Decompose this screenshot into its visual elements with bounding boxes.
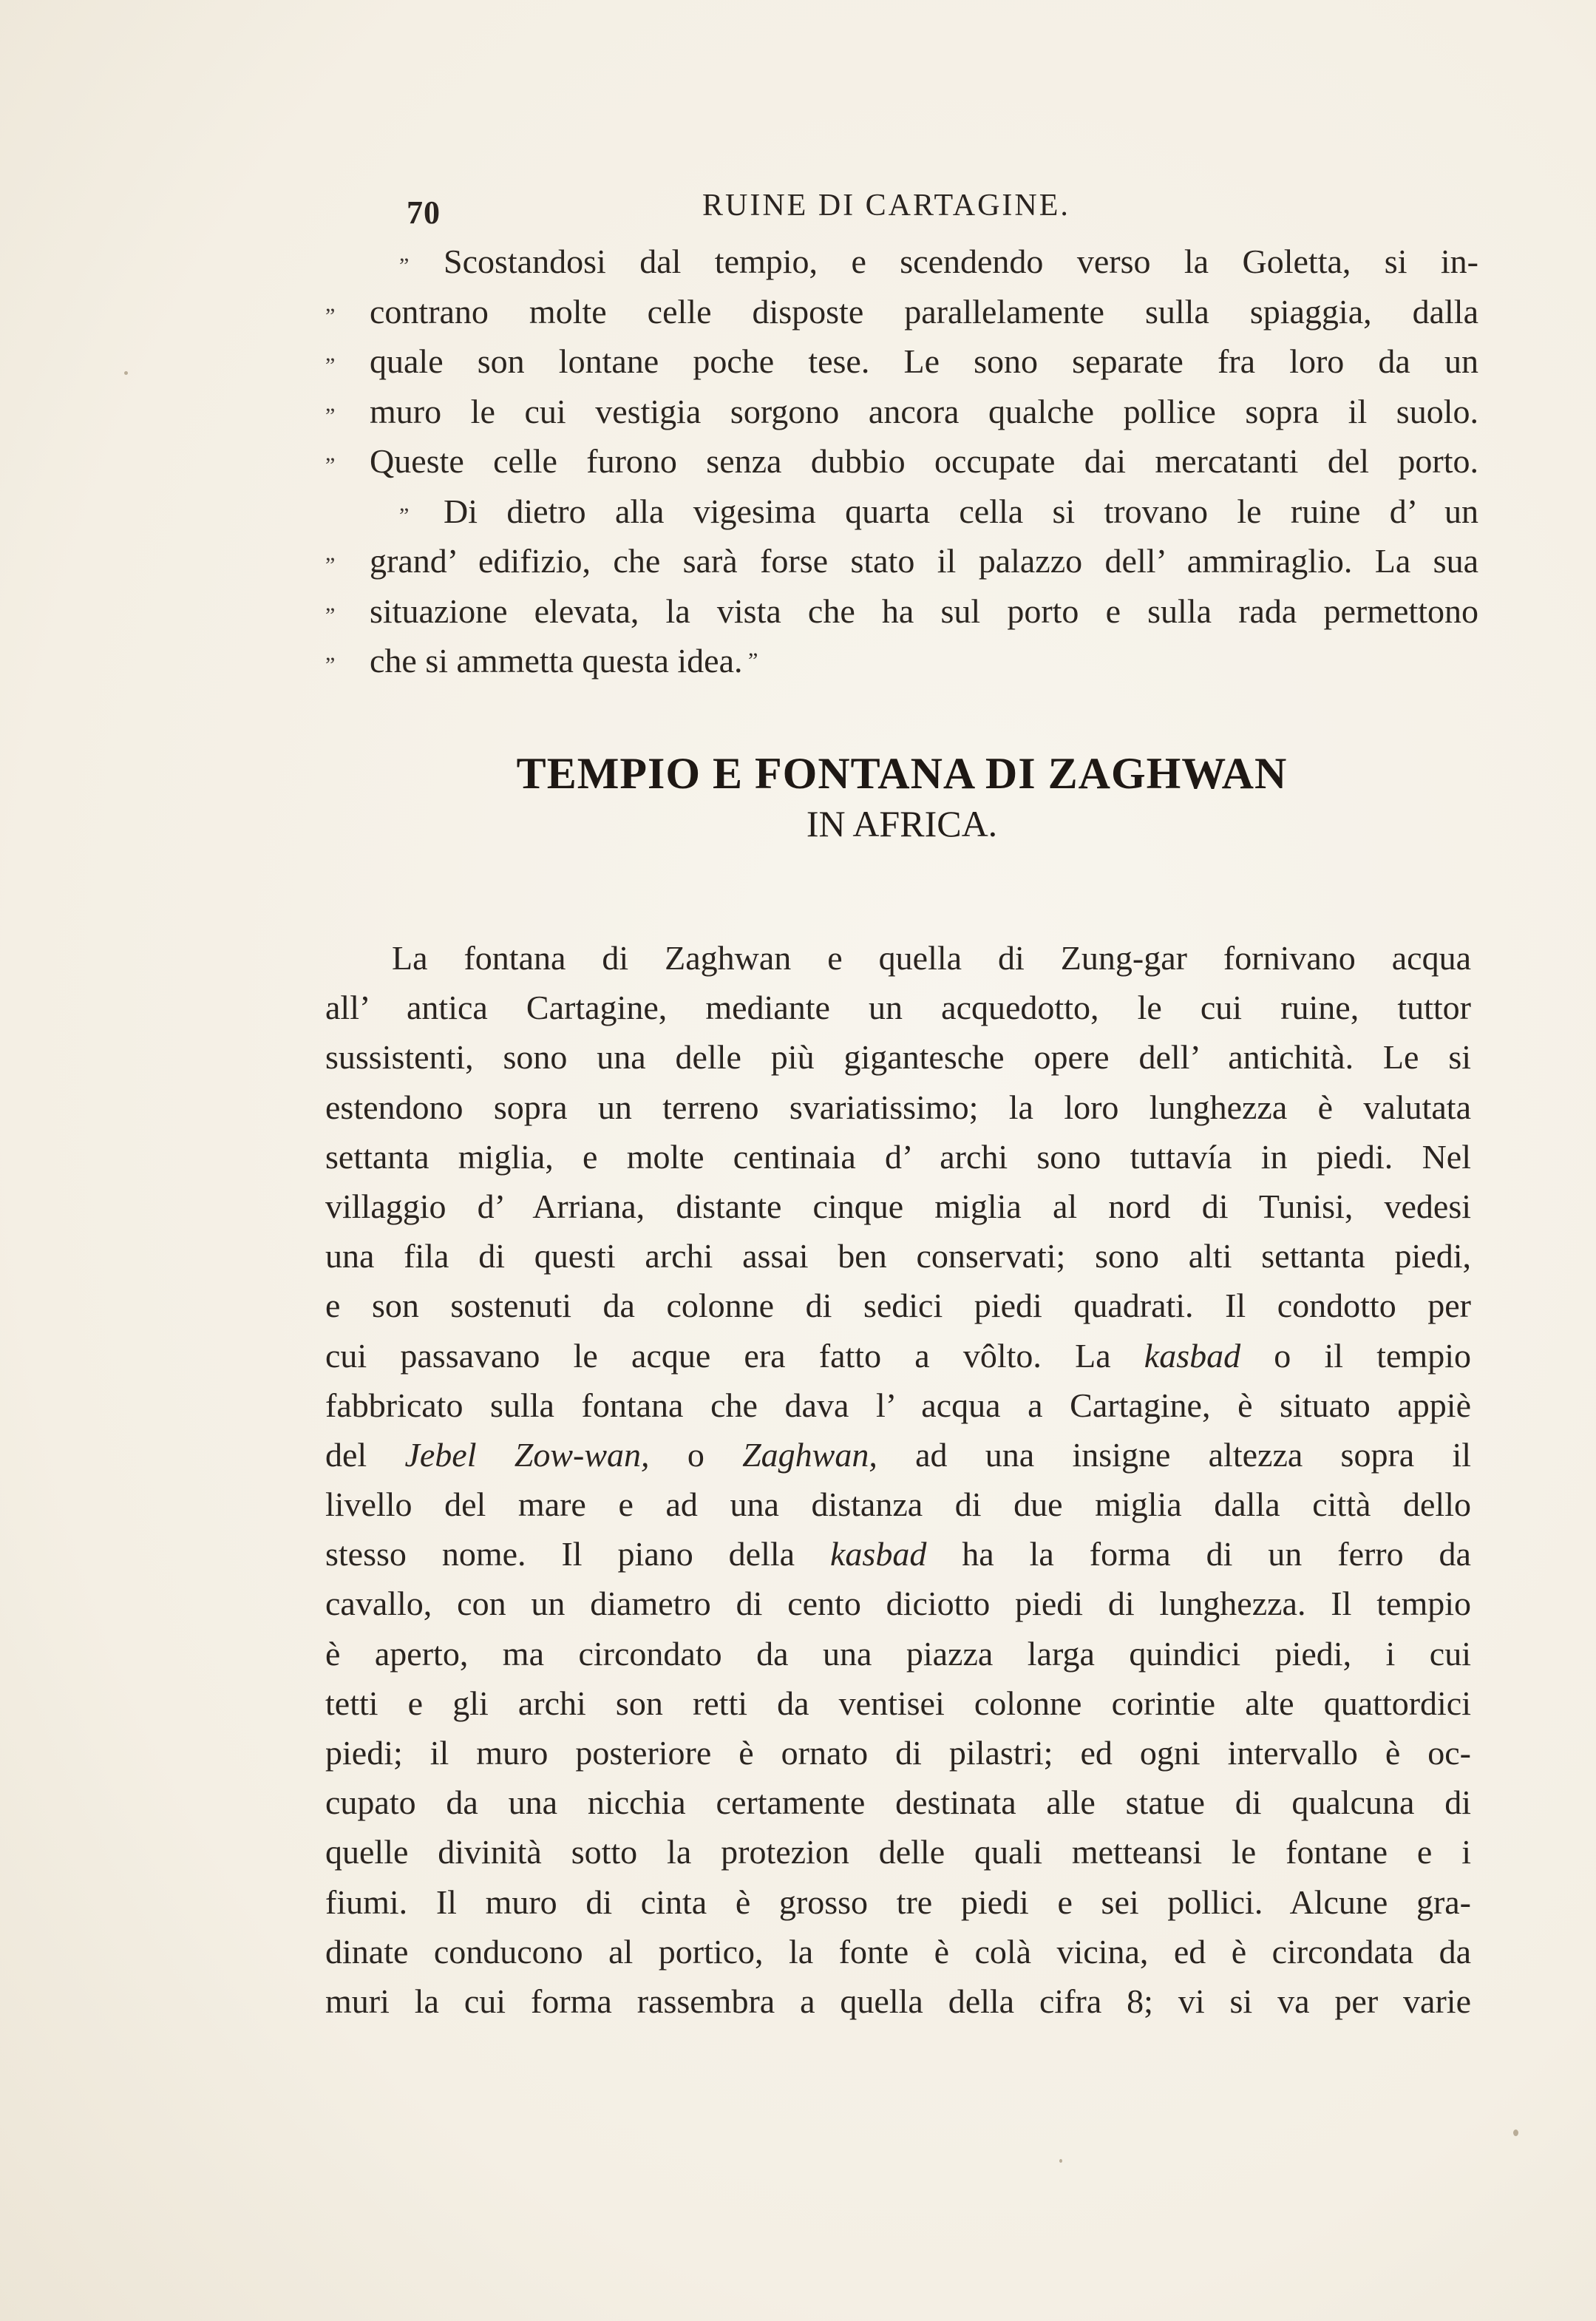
quote-last-text: che si ammetta questa idea. — [370, 642, 743, 680]
quote-line-text: muro le cui vestigia sorgono ancora qualche pollice sopra il suolo. — [370, 392, 1478, 430]
body-text: o — [649, 1435, 743, 1474]
section-subtitle: IN AFRICA. — [806, 803, 998, 844]
quote-line — [325, 287, 1478, 337]
quote-line — [325, 536, 1478, 586]
quote-mark: ” — [325, 453, 336, 478]
quote-line — [325, 636, 1478, 686]
body-line — [325, 1529, 1471, 1579]
italic-term: Jebel Zow-wan, — [404, 1435, 650, 1474]
body-line: settanta miglia, e molte centinaia d’ archi sono tuttavía in piedi. Nel — [325, 1137, 1471, 1176]
quote-line-text: Scostandosi dal tempio, e scendendo verso la Goletta, si in- — [444, 243, 1478, 280]
quote-line — [325, 237, 1478, 287]
running-head — [407, 185, 1471, 237]
quote-line — [325, 387, 1478, 437]
italic-term: kasbad — [830, 1535, 927, 1573]
page-number: 70 — [407, 194, 441, 231]
body-text: cui passavano le acque era fatto a vôlto. La — [325, 1336, 1144, 1375]
quote-line-text: contrano molte celle disposte parallelamente sulla spiaggia, dalla — [370, 292, 1478, 331]
body-line: La fontana di Zaghwan e quella di Zung-gar fornivano acqua — [392, 939, 1471, 977]
body-line — [325, 1331, 1471, 1380]
body-line: tetti e gli archi son retti da ventisei colonne corintie alte quattordici — [325, 1684, 1471, 1722]
body-text: stesso nome. Il piano della — [325, 1535, 831, 1573]
body-text: o il tempio — [1240, 1336, 1471, 1375]
running-title: RUINE DI CARTAGINE. — [702, 189, 1070, 223]
body-line: cavallo, con un diametro di cento diciotto piedi di lunghezza. Il tempio — [325, 1585, 1471, 1623]
quote-mark: ” — [325, 403, 336, 428]
quote-mark: ” — [325, 303, 336, 328]
body-line: una fila di questi archi assai ben conservati; sono alti settanta piedi, — [325, 1237, 1471, 1275]
quote-mark: ” — [399, 254, 410, 278]
body-text: ha la forma di un ferro da — [926, 1535, 1471, 1573]
italic-term: kasbad — [1144, 1336, 1241, 1375]
section-title: TEMPIO E FONTANA DI ZAGHWAN — [516, 749, 1288, 798]
quote-line-text — [370, 636, 758, 686]
body-line: fabbricato sulla fontana che dava l’ acqua a Cartagine, è situato appiè — [325, 1386, 1471, 1424]
body-line: è aperto, ma circondato da una piazza larga quindici piedi, i cui — [325, 1634, 1471, 1673]
body-paragraph — [325, 933, 1471, 2026]
body-line: dinate conducono al portico, la fonte è colà vicina, ed è circondata da — [325, 1932, 1471, 1971]
quote-line-text: situazione elevata, la vista che ha sul porto e sulla rada permettono — [370, 592, 1478, 630]
body-line: fiumi. Il muro di cinta è grosso tre piedi e sei pollici. Alcune gra- — [325, 1883, 1471, 1921]
body-line — [325, 1430, 1471, 1480]
italic-term: Zaghwan, — [742, 1435, 877, 1474]
body-line: all’ antica Cartagine, mediante un acquedotto, le cui ruine, tuttor — [325, 989, 1471, 1027]
paper-speck — [1059, 2159, 1062, 2163]
quote-mark: ” — [325, 353, 336, 378]
quote-line-text: grand’ edifizio, che sarà forse stato il palazzo dell’ ammiraglio. La sua — [370, 542, 1478, 580]
body-text: del — [325, 1435, 405, 1474]
quote-line — [325, 436, 1478, 487]
quote-line — [325, 586, 1478, 637]
paper-speck — [1513, 2129, 1518, 2136]
quote-mark: ” — [325, 653, 336, 677]
quote-line-text: Queste celle furono senza dubbio occupate dai mercatanti del porto. — [370, 442, 1478, 480]
body-line: cupato da una nicchia certamente destinata alle statue di qualcuna di — [325, 1783, 1471, 1822]
body-text: ad una insigne altezza sopra il — [877, 1435, 1472, 1474]
body-line: estendono sopra un terreno svariatissimo; la loro lunghezza è valutata — [325, 1088, 1471, 1126]
quote-line-text: Di dietro alla vigesima quarta cella si trovano le ruine d’ un — [444, 492, 1478, 530]
quote-closing-mark: ” — [742, 648, 758, 673]
quote-mark: ” — [325, 603, 336, 628]
body-line: e son sostenuti da colonne di sedici piedi quadrati. Il condotto per — [325, 1287, 1471, 1325]
paper-speck — [124, 371, 128, 375]
quote-mark: ” — [399, 503, 410, 528]
body-line: sussistenti, sono una delle più gigantesche opere dell’ antichità. Le si — [325, 1038, 1471, 1077]
body-line: livello del mare e ad una distanza di due miglia dalla città dello — [325, 1485, 1471, 1524]
body-line: muri la cui forma rassembra a quella della cifra 8; vi si va per varie — [325, 1982, 1471, 2020]
body-line: quelle divinità sotto la protezion delle quali metteansi le fontane e i — [325, 1833, 1471, 1871]
quote-line — [325, 336, 1478, 387]
quote-mark: ” — [325, 553, 336, 577]
quote-line-text: quale son lontane poche tese. Le sono separate fra loro da un — [370, 342, 1478, 380]
body-line: villaggio d’ Arriana, distante cinque miglia al nord di Tunisi, vedesi — [325, 1187, 1471, 1225]
quoted-passage — [325, 237, 1478, 686]
quote-line — [325, 487, 1478, 537]
body-line: piedi; il muro posteriore è ornato di pilastri; ed ogni intervallo è oc- — [325, 1734, 1471, 1772]
